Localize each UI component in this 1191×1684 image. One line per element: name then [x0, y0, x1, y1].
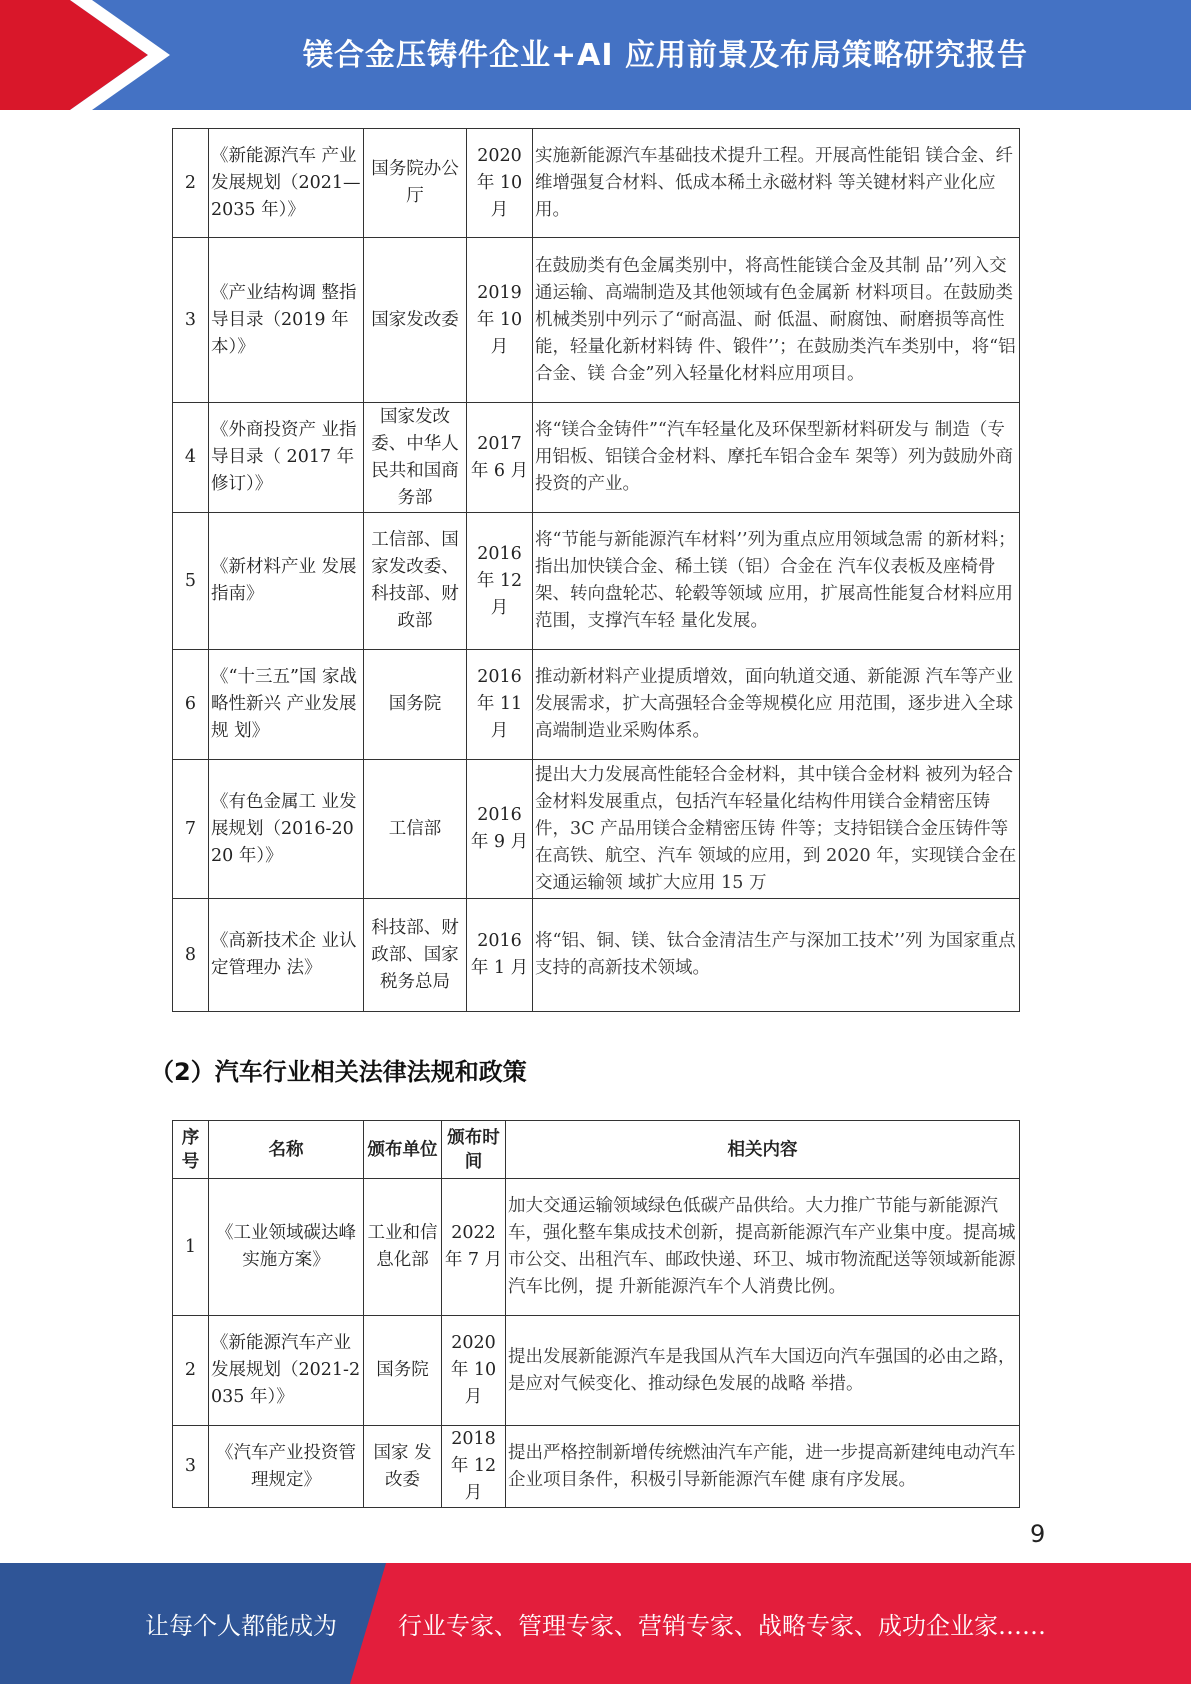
policy-content: 将“镁合金铸件”“汽车轻量化及环保型新材料研发与 制造（专用铝板、铝镁合金材料、摩托车铝合金车 架等）列为鼓励外商投资的产业。 [533, 403, 1020, 513]
issuer: 科技部、财政部、国家税务总局 [364, 899, 467, 1012]
page-title: 镁合金压铸件企业+AI 应用前景及布局策略研究报告 [303, 38, 1028, 73]
policy-content: 将“节能与新能源汽车材料’’列为重点应用领域急需 的新材料；指出加快镁合金、稀土镁（铝）合金在 汽车仪表板及座椅骨架、转向盘轮芯、轮毂等领域 应用，扩展高性能复合材料应用范围，支撑汽车轻 量化发展。 [533, 513, 1020, 650]
policy-table-automotive [172, 1120, 1020, 1508]
policy-name: 《外商投资产 业指导目录（ 2017 年 修订）》 [209, 403, 364, 513]
policy-content: 提出发展新能源汽车是我国从汽车大国迈向汽车强国的必由之路，是应对气候变化、推动绿色发展的战略 举措。 [506, 1316, 1020, 1426]
policy-name: 《“十三五”国 家战略性新兴 产业发展规 划》 [209, 650, 364, 760]
issue-date: 2016 年 11 月 [467, 650, 533, 760]
issuer: 国家发改委 [364, 238, 467, 403]
policy-name: 《新材料产业 发展指南》 [209, 513, 364, 650]
table-row [173, 513, 1020, 650]
row-number: 3 [173, 238, 209, 403]
issuer: 工信部 [364, 760, 467, 899]
issuer: 国务院 [364, 650, 467, 760]
issue-date: 2020 年 10 月 [467, 129, 533, 238]
issue-date: 2017 年 6 月 [467, 403, 533, 513]
issue-date: 2016 年 12 月 [467, 513, 533, 650]
issuer: 国家 发改委 [364, 1426, 442, 1508]
page-header [0, 0, 1191, 110]
table-row [173, 403, 1020, 513]
table-row [173, 899, 1020, 1012]
row-number: 3 [173, 1426, 209, 1508]
footer-slogan-right: 行业专家、管理专家、营销专家、战略专家、成功企业家…… [398, 1612, 1046, 1640]
header-date: 颁布时间 [442, 1121, 506, 1179]
row-number: 2 [173, 129, 209, 238]
issue-date: 2016 年 1 月 [467, 899, 533, 1012]
policy-content: 提出严格控制新增传统燃油汽车产能，进一步提高新建纯电动汽车企业项目条件，积极引导新能源汽车健 康有序发展。 [506, 1426, 1020, 1508]
table-row [173, 1426, 1020, 1508]
policy-name: 《高新技术企 业认定管理办 法》 [209, 899, 364, 1012]
row-number: 8 [173, 899, 209, 1012]
issuer: 工信部、国家发改委、科技部、财政部 [364, 513, 467, 650]
policy-name: 《产业结构调 整指导目录（2019 年本）》 [209, 238, 364, 403]
issue-date: 2016 年 9 月 [467, 760, 533, 899]
table-header-row [173, 1121, 1020, 1179]
table-row [173, 129, 1020, 238]
policy-name: 《汽车产业投资管理规定》 [209, 1426, 364, 1508]
footer-slogan-left: 让每个人都能成为 [145, 1612, 337, 1640]
page-number: 9 [1030, 1520, 1046, 1548]
row-number: 6 [173, 650, 209, 760]
policy-content: 提出大力发展高性能轻合金材料，其中镁合金材料 被列为轻合金材料发展重点，包括汽车轻量化结构件用镁合金精密压铸件，3C 产品用镁合金精密压铸 件等；支持铝镁合金压铸件等在高铁、航空、汽车 领域的应用，到 2020 年，实现镁合金在交通运输领 域扩大应用 15 万 [533, 760, 1020, 899]
row-number: 7 [173, 760, 209, 899]
policy-content: 实施新能源汽车基础技术提升工程。开展高性能铝 镁合金、纤维增强复合材料、低成本稀土永磁材料 等关键材料产业化应用。 [533, 129, 1020, 238]
issue-date: 2022 年 7 月 [442, 1179, 506, 1316]
header-issuer: 颁布单位 [364, 1121, 442, 1179]
section-heading: （2）汽车行业相关法律法规和政策 [150, 1058, 527, 1086]
table-row [173, 238, 1020, 403]
issue-date: 2018 年 12 月 [442, 1426, 506, 1508]
issue-date: 2020 年 10 月 [442, 1316, 506, 1426]
table-row [173, 650, 1020, 760]
policy-table-materials [172, 128, 1020, 1012]
policy-name: 《工业领域碳达峰实施方案》 [209, 1179, 364, 1316]
row-number: 2 [173, 1316, 209, 1426]
policy-content: 在鼓励类有色金属类别中，将高性能镁合金及其制 品’’列入交通运输、高端制造及其他领域有色金属新 材料项目。在鼓励类机械类别中列示了“耐高温、耐 低温、耐腐蚀、耐磨损等高性能，轻量化新材料铸 件、锻件’’；在鼓励类汽车类别中，将“铝合金、镁 合金”列入轻量化材料应用项目。 [533, 238, 1020, 403]
policy-content: 将“铝、铜、镁、钛合金清洁生产与深加工技术’’列 为国家重点支持的高新技术领域。 [533, 899, 1020, 1012]
issue-date: 2019 年 10 月 [467, 238, 533, 403]
policy-name: 《有色金属工 业发展规划（2016-2020 年）》 [209, 760, 364, 899]
policy-name: 《新能源汽车产业发展规划（2021-2035 年）》 [209, 1316, 364, 1426]
row-number: 1 [173, 1179, 209, 1316]
issuer: 国家发改委、中华人民共和国商务部 [364, 403, 467, 513]
policy-content: 加大交通运输领域绿色低碳产品供给。大力推广节能与新能源汽车，强化整车集成技术创新，提高新能源汽车产业集中度。提高城市公交、出租汽车、邮政快递、环卫、城市物流配送等领域新能源汽车比例，提 升新能源汽车个人消费比例。 [506, 1179, 1020, 1316]
header-name: 名称 [209, 1121, 364, 1179]
row-number: 4 [173, 403, 209, 513]
issuer: 国务院 [364, 1316, 442, 1426]
table-row [173, 1179, 1020, 1316]
issuer: 国务院办公厅 [364, 129, 467, 238]
table-row [173, 760, 1020, 899]
header-no: 序号 [173, 1121, 209, 1179]
header-content: 相关内容 [506, 1121, 1020, 1179]
row-number: 5 [173, 513, 209, 650]
policy-content: 推动新材料产业提质增效，面向轨道交通、新能源 汽车等产业发展需求，扩大高强轻合金等规模化应 用范围，逐步进入全球高端制造业采购体系。 [533, 650, 1020, 760]
table-row [173, 1316, 1020, 1426]
issuer: 工业和信息化部 [364, 1179, 442, 1316]
policy-name: 《新能源汽车 产业发展规划（2021—2035 年）》 [209, 129, 364, 238]
